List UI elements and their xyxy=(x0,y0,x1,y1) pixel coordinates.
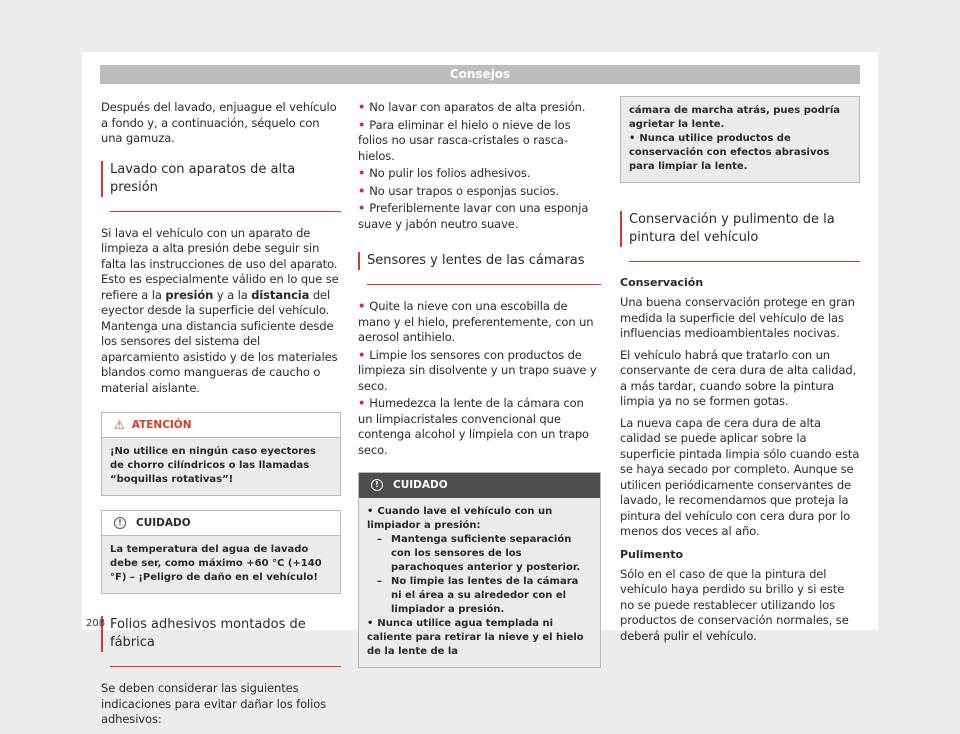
heading-sensores-text: Sensores y lentes de las cámaras xyxy=(367,253,585,268)
heading-rule xyxy=(110,666,341,667)
bullet-icon: • xyxy=(358,299,366,313)
cuidado-text: La temperatura del agua de lavado debe ser, como máximo +60 °C (+140 °F) – ¡Peligro de daño en el vehículo! xyxy=(110,544,322,583)
warning-triangle-icon: ⚠ xyxy=(114,418,125,432)
list-item xyxy=(358,299,601,346)
atencion-header xyxy=(102,413,340,438)
folios-paragraph: Se deben considerar las siguientes indicaciones para evitar dañar los folios adhesivos: xyxy=(101,681,327,726)
bullet-icon: • xyxy=(358,166,366,180)
heading-high-pressure-text: Lavado con aparatos de alta presión xyxy=(110,161,296,195)
column-3 xyxy=(620,96,860,650)
list-item-text: Nunca utilice productos de conservación con efectos abrasivos para limpiar la lente. xyxy=(629,133,830,172)
heading-conservacion-text: Conservación y pulimento de la pintura del vehículo xyxy=(629,212,835,245)
list-item-text: Quite la nieve con una escobilla de mano y el hielo, preferentemente, con un aerosol antihielo. xyxy=(358,299,594,344)
heading-rule xyxy=(110,211,341,212)
cuidado-box xyxy=(101,510,341,594)
column-2 xyxy=(358,100,601,680)
bullet-icon: • xyxy=(629,133,636,144)
list-item xyxy=(358,184,601,200)
heading-sensores xyxy=(358,252,601,270)
list-item-text: No usar trapos o esponjas sucios. xyxy=(369,183,559,198)
info-circle-icon: ! xyxy=(114,517,126,529)
list-item xyxy=(358,166,601,182)
heading-folios-text: Folios adhesivos montados de fábrica xyxy=(110,617,306,650)
subheading-conservacion: Conservación xyxy=(620,276,704,289)
list-item xyxy=(358,118,601,165)
subheading-pulimento: Pulimento xyxy=(620,547,684,561)
bullet-icon: • xyxy=(367,506,374,517)
paragraph: El vehículo habrá que tratarlo con un conservante de cera dura de alta calidad, a más tardar, cuando sobre la pintura limpia ya no se formen gotas. xyxy=(620,347,857,408)
bullet-icon: • xyxy=(358,100,366,114)
intro-paragraph: Después del lavado, enjuague el vehículo a fondo y, a continuación, séquelo con una gamuza. xyxy=(101,100,337,145)
cuidado-box-continued xyxy=(620,96,860,183)
list-item xyxy=(358,100,601,116)
bullet-icon: • xyxy=(358,201,366,215)
page-number: 208 xyxy=(86,618,106,629)
bold-term-presion: presión xyxy=(165,287,214,302)
list-item xyxy=(367,505,592,533)
paragraph: Una buena conservación protege en gran medida la superficie del vehículo de las influencias medioambientales nocivas. xyxy=(620,295,855,340)
cuidado-label: CUIDADO xyxy=(136,517,191,529)
atencion-box xyxy=(101,412,341,496)
bullet-icon: • xyxy=(358,183,366,198)
bold-term-distancia: distancia xyxy=(251,287,310,302)
list-item xyxy=(367,617,592,659)
list-item xyxy=(629,132,851,174)
cuidado-header xyxy=(359,473,600,498)
high-pressure-paragraph xyxy=(101,226,341,397)
list-item-text: Nunca utilice agua templada ni caliente para retirar la nieve y el hielo de la lente de la xyxy=(367,618,584,657)
sub-list-item xyxy=(377,575,592,617)
list-item xyxy=(358,201,601,232)
heading-rule xyxy=(367,284,601,285)
heading-rule xyxy=(629,261,860,262)
bullet-icon: • xyxy=(367,618,374,629)
cuidado-continued-body xyxy=(621,97,859,182)
atencion-text: ¡No utilice en ningún caso eyectores de chorro cilíndricos o las llamadas “boquillas rotativas”! xyxy=(110,446,316,485)
list-item-text: No pulir los folios adhesivos. xyxy=(369,166,531,180)
list-item-text: Humedezca la lente de la cámara con un limpiacristales convencional que contenga alcohol y límpiela con un trapo seco. xyxy=(358,396,589,457)
sub-list-item xyxy=(377,533,592,575)
text-run: y a la xyxy=(213,287,252,302)
info-circle-icon: ! xyxy=(371,479,383,491)
list-item-text: Limpie los sensores con productos de limpieza sin disolvente y un trapo suave y seco. xyxy=(358,347,597,393)
dash-icon: – xyxy=(377,576,382,587)
paragraph: Sólo en el caso de que la pintura del vehículo haya perdido su brillo y si este no se puede restablecer utilizando los productos de conservación normales, se deberá pulir el vehículo. xyxy=(620,566,849,643)
list-item xyxy=(358,396,601,458)
cuidado-body xyxy=(359,498,600,667)
text-run: del eyector desde la superficie del vehículo. Mantenga una distancia suficiente desde los sensores del sistema del aparcamiento asistido y de los materiales blandos como mangueras de caucho o material aislante. xyxy=(101,287,338,395)
sub-list-item-text: Mantenga suficiente separación con los sensores de los parachoques anterior y posterior. xyxy=(391,534,581,573)
bullet-icon: • xyxy=(358,347,366,362)
dash-icon: – xyxy=(377,534,382,545)
column-1 xyxy=(101,100,341,734)
heading-high-pressure xyxy=(101,161,341,197)
atencion-label: ATENCIÓN xyxy=(131,419,192,431)
heading-folios xyxy=(101,616,341,652)
bullet-icon: • xyxy=(358,117,366,132)
list-item xyxy=(358,348,601,395)
list-item-text: Cuando lave el vehículo con un limpiador a presión: xyxy=(367,506,553,531)
paragraph: La nueva capa de cera dura de alta calidad se puede aplicar sobre la superficie pintada limpia sólo cuando esta se haya secado por completo. Aunque se utilicen periódicamente conservantes de lavado, le recomendamos que proteja la pintura del vehículo con cera dura por lo menos dos veces al año. xyxy=(620,415,860,538)
list-item-text: Para eliminar el hielo o nieve de los folios no usar rasca-cristales o rasca-hielos. xyxy=(358,117,571,163)
text-run: Si lava el vehículo con un aparato de limpieza a alta presión debe seguir sin falta las instrucciones de uso del aparato. Esto es especialmente válido en lo que se refiere a la xyxy=(101,225,339,302)
list-item-text: Preferiblemente lavar con una esponja suave y jabón neutro suave. xyxy=(358,201,589,231)
list-item-text: No lavar con aparatos de alta presión. xyxy=(369,100,586,114)
sub-list-item-text: No limpie las lentes de la cámara ni el área a su alrededor con el limpiador a presión. xyxy=(391,576,579,615)
cuidado-label: CUIDADO xyxy=(393,479,448,491)
cuidado-continued-text: cámara de marcha atrás, pues podría agrietar la lente. xyxy=(629,105,841,130)
bullet-icon: • xyxy=(358,396,366,410)
cuidado-header xyxy=(102,511,340,536)
cuidado-box-sensores xyxy=(358,472,601,668)
section-banner: Consejos xyxy=(100,65,860,84)
heading-conservacion xyxy=(620,211,860,247)
